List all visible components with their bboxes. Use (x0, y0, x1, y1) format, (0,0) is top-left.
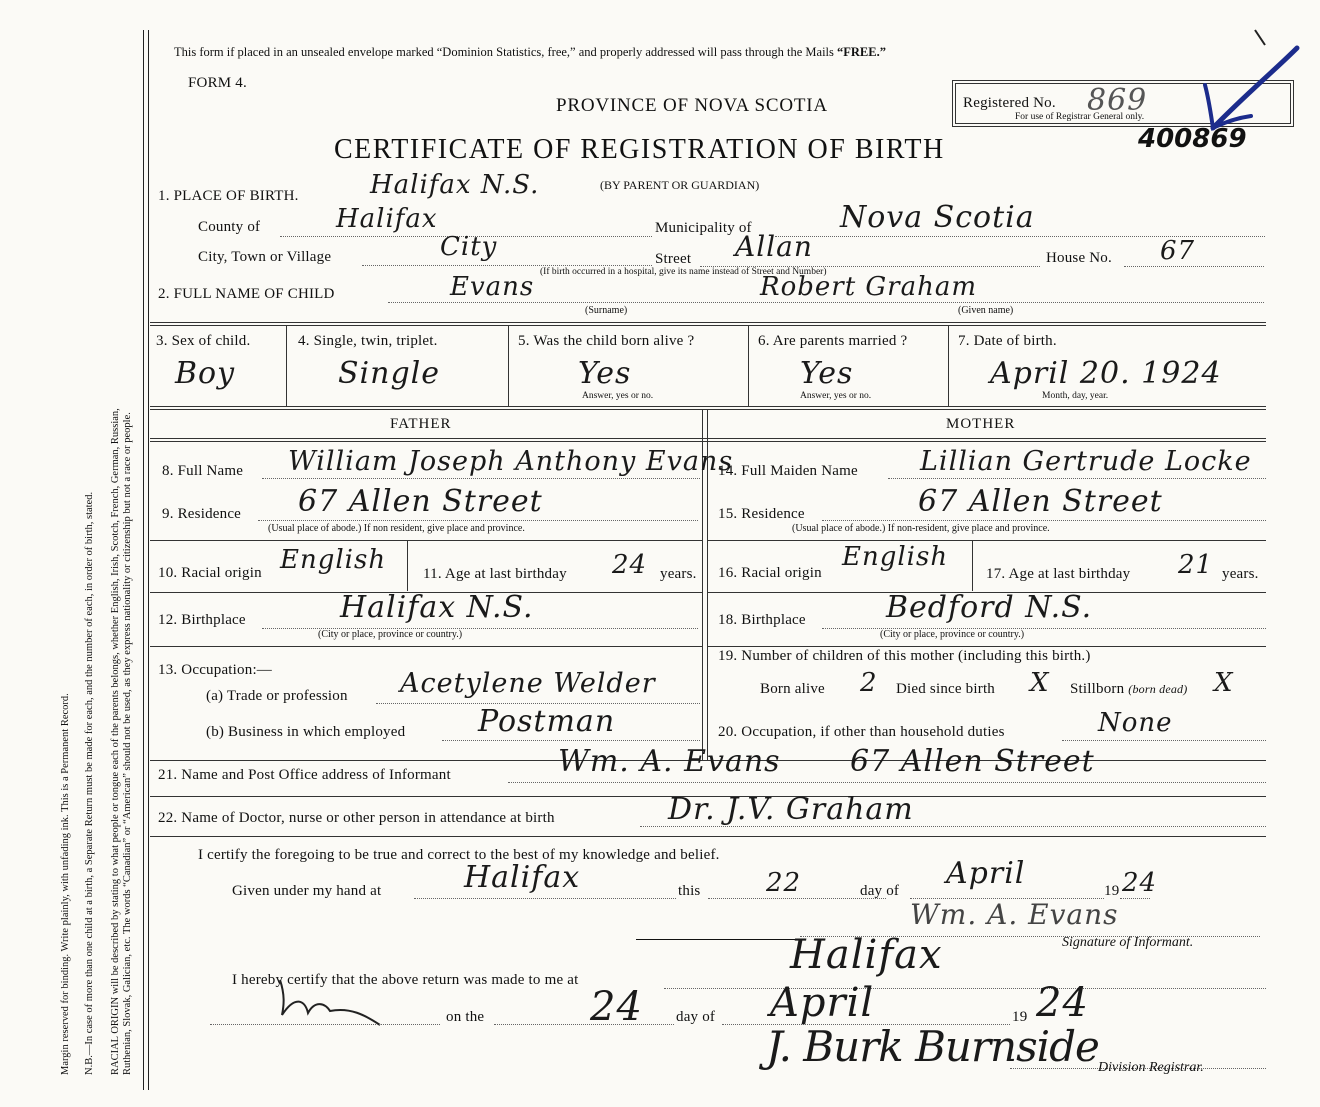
father-trade-value: Acetylene Welder (400, 668, 656, 699)
parents-married-label: 6. Are parents married ? (758, 333, 908, 349)
father-name-value: William Joseph Anthony Evans (288, 446, 734, 477)
surname-caption: (Surname) (585, 305, 628, 316)
signature-caption: Signature of Informant. (1062, 935, 1194, 950)
margin-note-racial-origin-cont: Ruthenian, Slovak, Galician, etc. The words “Canadian” or “American” should not be used, as they express nationality or citizenship but not a race or people. (122, 412, 133, 1075)
given-place-value: Halifax (464, 860, 581, 895)
certify-day-of-label: day of (860, 883, 900, 899)
registrar-place-value: Halifax (790, 932, 943, 978)
born-alive-label: 5. Was the child born alive ? (518, 333, 695, 349)
father-heading: FATHER (390, 416, 452, 432)
child-given-name: Robert Graham (760, 272, 978, 302)
parents-married-caption: Answer, yes or no. (800, 391, 872, 401)
father-business-label: (b) Business in which employed (206, 724, 406, 740)
informant-signature: Wm. A. Evans (910, 898, 1119, 931)
stillborn-label-text: Stillborn (1070, 681, 1125, 697)
registrar-signature: J. Burk Burnside (766, 1022, 1099, 1071)
registrar-day-of-label: day of (676, 1009, 716, 1025)
mother-occupation-value: None (1098, 708, 1173, 738)
municipality-value: Nova Scotia (840, 200, 1035, 235)
registrar-scribble-icon (270, 975, 390, 1035)
father-birthplace-caption: (City or place, province or country.) (318, 629, 463, 640)
mother-age-years: years. (1222, 566, 1259, 582)
mail-notice (174, 45, 886, 60)
sex-label: 3. Sex of child. (156, 333, 251, 349)
mother-name-label: 14. Full Maiden Name (718, 463, 858, 479)
stamp-number: 400869 (1138, 124, 1247, 154)
form-number: FORM 4. (188, 75, 247, 91)
father-residence-label: 9. Residence (162, 506, 242, 522)
margin-note-multiple-births: N.B.—In case of more than one child at a birth, a Separate Return must be made for each, and the number of each, in order of birth, stated. (84, 491, 95, 1075)
mother-children-label: 19. Number of children of this mother (including this birth.) (718, 648, 1091, 664)
mother-residence-label: 15. Residence (718, 506, 805, 522)
informant-label: 21. Name and Post Office address of Informant (158, 767, 451, 783)
certify-year-prefix: 19 (1104, 883, 1120, 899)
mother-racial-label: 16. Racial origin (718, 565, 822, 581)
informant-name-value: Wm. A. Evans (558, 744, 781, 779)
check-mark-icon (1195, 10, 1305, 140)
father-age-label: 11. Age at last birthday (423, 566, 567, 582)
mother-age-label: 17. Age at last birthday (986, 566, 1131, 582)
registrar-note: For use of Registrar General only. (1015, 112, 1145, 122)
mother-racial-value: English (842, 542, 949, 572)
certify-month-value: April (946, 856, 1026, 891)
registrar-on-the-label: on the (446, 1009, 485, 1025)
registrar-month-value: April (770, 980, 875, 1026)
stillborn-label (1070, 681, 1187, 698)
sex-value: Boy (175, 356, 236, 391)
father-age-value: 24 (612, 550, 648, 580)
certify-day-value: 22 (766, 868, 802, 898)
county-value: Halifax (336, 204, 438, 234)
registrar-year-value: 24 (1036, 980, 1089, 1026)
father-racial-value: English (280, 545, 387, 575)
margin-note-binding: Margin reserved for binding. Write plainly, with unfading ink. This is a Permanent Record. (60, 693, 71, 1075)
registered-label: Registered No. (963, 95, 1056, 111)
parents-married-value: Yes (800, 356, 854, 391)
born-alive-count-label: Born alive (760, 681, 825, 697)
margin-note-racial-origin: RACIAL ORIGIN will be described by stating to what people or tongue each of the parents belongs, whether English, Irish, Scotch, French, German, Russian, (110, 408, 121, 1075)
doctor-label: 22. Name of Doctor, nurse or other person in attendance at birth (158, 810, 555, 826)
municipality-label: Municipality of (655, 220, 752, 236)
certify-statement: I certify the foregoing to be true and correct to the best of my knowledge and belief. (198, 847, 720, 863)
child-name-label: 2. FULL NAME OF CHILD (158, 286, 335, 302)
stillborn-note: (born dead) (1128, 682, 1188, 696)
given-name-caption: (Given name) (958, 305, 1014, 316)
county-label: County of (198, 219, 261, 235)
street-label: Street (655, 251, 692, 267)
mail-notice-text: This form if placed in an unsealed envelope marked “Dominion Statistics, free,” and properly addressed will pass through the Mails (174, 45, 834, 59)
mother-age-value: 21 (1178, 550, 1214, 580)
house-number-label: House No. (1046, 250, 1112, 266)
born-alive-value: Yes (578, 356, 632, 391)
mother-birthplace-value: Bedford N.S. (886, 590, 1093, 625)
registrar-statement: I hereby certify that the above return was made to me at (232, 972, 579, 988)
certify-year-value: 24 (1122, 868, 1158, 898)
died-since-birth-value: X (1030, 668, 1050, 698)
margin-line (148, 30, 149, 1090)
dob-value: April 20. 1924 (990, 356, 1222, 391)
father-birthplace-label: 12. Birthplace (158, 612, 246, 628)
died-since-birth-label: Died since birth (896, 681, 996, 697)
father-trade-label: (a) Trade or profession (206, 688, 348, 704)
mother-residence-value: 67 Allen Street (918, 484, 1163, 519)
mother-residence-caption: (Usual place of abode.) If non-resident, give place and province. (792, 523, 1050, 534)
division-registrar-caption: Division Registrar. (1098, 1060, 1204, 1075)
margin-line (143, 30, 144, 1090)
informant-address-value: 67 Allen Street (850, 744, 1095, 779)
registrar-day-value: 24 (590, 984, 643, 1030)
father-occupation-label: 13. Occupation:— (158, 662, 273, 678)
street-note: (If birth occurred in a hospital, give its name instead of Street and Number) (540, 267, 827, 277)
place-of-birth-value: Halifax N.S. (370, 170, 540, 200)
street-value: Allan (735, 230, 813, 263)
father-name-label: 8. Full Name (162, 463, 244, 479)
father-age-years: years. (660, 566, 697, 582)
child-surname: Evans (450, 272, 535, 302)
born-alive-count-value: 2 (860, 668, 878, 698)
city-value: City (440, 232, 498, 262)
this-label: this (678, 883, 701, 899)
stillborn-value: X (1214, 668, 1234, 698)
father-business-value: Postman (478, 704, 616, 739)
doctor-value: Dr. J.V. Graham (668, 792, 914, 827)
father-birthplace-value: Halifax N.S. (340, 590, 534, 625)
mail-free: “FREE.” (837, 45, 886, 59)
place-of-birth-label: 1. PLACE OF BIRTH. (158, 188, 299, 204)
registered-value: 869 (1087, 83, 1148, 118)
dob-caption: Month, day, year. (1042, 391, 1109, 401)
mother-name-value: Lillian Gertrude Locke (920, 446, 1252, 477)
multiplicity-label: 4. Single, twin, triplet. (298, 333, 438, 349)
guardian-note: (BY PARENT OR GUARDIAN) (600, 178, 760, 192)
house-number-value: 67 (1160, 236, 1196, 266)
mother-birthplace-caption: (City or place, province or country.) (880, 629, 1025, 640)
father-residence-value: 67 Allen Street (298, 484, 543, 519)
province-heading: PROVINCE OF NOVA SCOTIA (556, 95, 828, 116)
city-label: City, Town or Village (198, 249, 332, 265)
registrar-year-prefix: 19 (1012, 1009, 1028, 1025)
father-residence-caption: (Usual place of abode.) If non resident, give place and province. (268, 523, 525, 534)
father-racial-label: 10. Racial origin (158, 565, 262, 581)
born-alive-caption: Answer, yes or no. (582, 391, 654, 401)
mother-heading: MOTHER (946, 416, 1016, 432)
page-title: CERTIFICATE OF REGISTRATION OF BIRTH (334, 134, 945, 165)
dob-label: 7. Date of birth. (958, 333, 1057, 349)
multiplicity-value: Single (338, 356, 441, 391)
mother-occupation-label: 20. Occupation, if other than household duties (718, 724, 1005, 740)
mother-birthplace-label: 18. Birthplace (718, 612, 806, 628)
given-under-label: Given under my hand at (232, 883, 382, 899)
